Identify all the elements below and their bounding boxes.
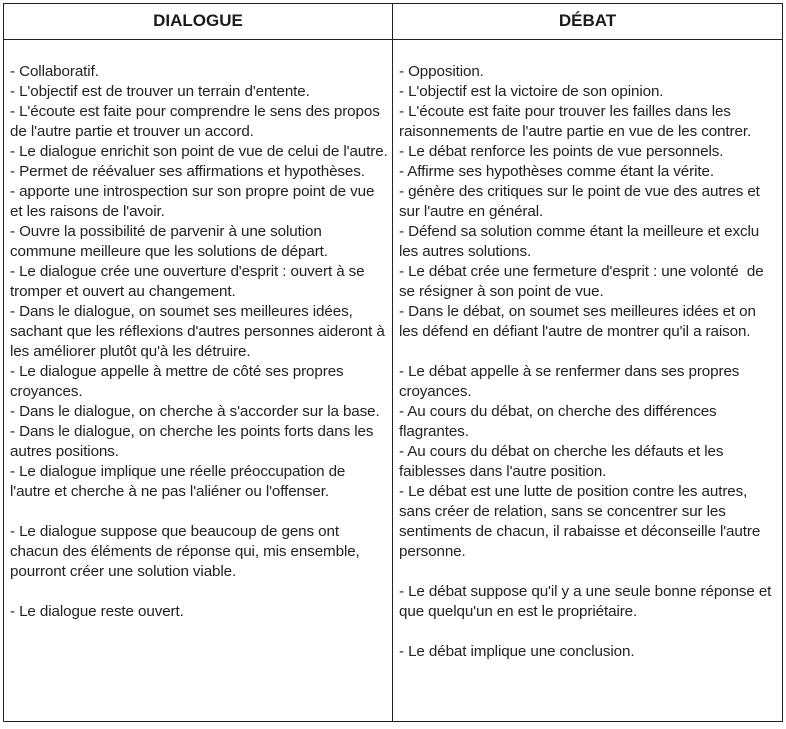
debat-list xyxy=(393,40,782,662)
list-item: - L'objectif est de trouver un terrain d'entente. xyxy=(10,83,310,100)
list-item: - Collaboratif. xyxy=(10,63,99,80)
list-item: - Le débat renforce les points de vue personnels. xyxy=(399,143,724,160)
list-item: - Au cours du débat on cherche les défauts et les faiblesses dans l'autre position. xyxy=(399,443,728,480)
list-item: - Le débat appelle à se renfermer dans ses propres croyances. xyxy=(399,363,744,400)
list-item: - Le débat implique une conclusion. xyxy=(399,643,635,660)
list-item: - Dans le dialogue, on soumet ses meilleures idées, sachant que les réflexions d'autres personnes aideront à les améliorer plutôt qu'à les détruire. xyxy=(10,303,389,360)
list-item: - Le débat est une lutte de position contre les autres, sans créer de relation, sans se concentrer sur les sentiments de chacun, il rabaisse et déconseille l'autre personne. xyxy=(399,483,765,560)
dialogue-column xyxy=(4,4,393,721)
list-item: - L'objectif est la victoire de son opinion. xyxy=(399,83,664,100)
list-item: - Permet de réévaluer ses affirmations et hypothèses. xyxy=(10,163,365,180)
list-item: - L'écoute est faite pour trouver les failles dans les raisonnements de l'autre partie en vue de les contrer. xyxy=(399,103,752,140)
comparison-table xyxy=(3,3,783,722)
list-item: - Au cours du débat, on cherche des différences flagrantes. xyxy=(399,403,721,440)
list-item: - Le dialogue appelle à mettre de côté ses propres croyances. xyxy=(10,363,348,400)
list-item: - Le débat crée une fermeture d'esprit : une volonté de se résigner à son point de vue. xyxy=(399,263,768,300)
list-item: - Opposition. xyxy=(399,63,484,80)
list-item: - L'écoute est faite pour comprendre le sens des propos de l'autre partie et trouver un accord. xyxy=(10,103,384,140)
list-item: - Le dialogue crée une ouverture d'esprit : ouvert à se tromper et ouvert au changement. xyxy=(10,263,369,300)
dialogue-header: DIALOGUE xyxy=(4,4,392,40)
list-item: - Défend sa solution comme étant la meilleure et exclu les autres solutions. xyxy=(399,223,764,260)
list-item: - Dans le dialogue, on cherche les points forts dans les autres positions. xyxy=(10,423,378,460)
list-item: - Le dialogue enrichit son point de vue de celui de l'autre. xyxy=(10,143,388,160)
list-item: - Ouvre la possibilité de parvenir à une solution commune meilleure que les solutions de départ. xyxy=(10,223,328,260)
list-item: - Dans le dialogue, on cherche à s'accorder sur la base. xyxy=(10,403,380,420)
list-item: - Affirme ses hypothèses comme étant la vérite. xyxy=(399,163,714,180)
debat-column xyxy=(393,4,782,721)
list-item: - apporte une introspection sur son propre point de vue et les raisons de l'avoir. xyxy=(10,183,379,220)
list-item: - Le dialogue implique une réelle préoccupation de l'autre et cherche à ne pas l'aliéner ou l'offenser. xyxy=(10,463,350,500)
dialogue-list xyxy=(4,40,392,622)
debat-header: DÉBAT xyxy=(393,4,782,40)
list-item: - Dans le débat, on soumet ses meilleures idées et on les défend en défiant l'autre de montrer qu'il a raison. xyxy=(399,303,760,340)
list-item: - Le dialogue suppose que beaucoup de gens ont chacun des éléments de réponse qui, mis ensemble, pourront créer une solution viable. xyxy=(10,523,364,580)
list-item: - Le dialogue reste ouvert. xyxy=(10,603,184,620)
list-item: - génère des critiques sur le point de vue des autres et sur l'autre en général. xyxy=(399,183,764,220)
list-item: - Le débat suppose qu'il y a une seule bonne réponse et que quelqu'un en est le propriétaire. xyxy=(399,583,776,620)
